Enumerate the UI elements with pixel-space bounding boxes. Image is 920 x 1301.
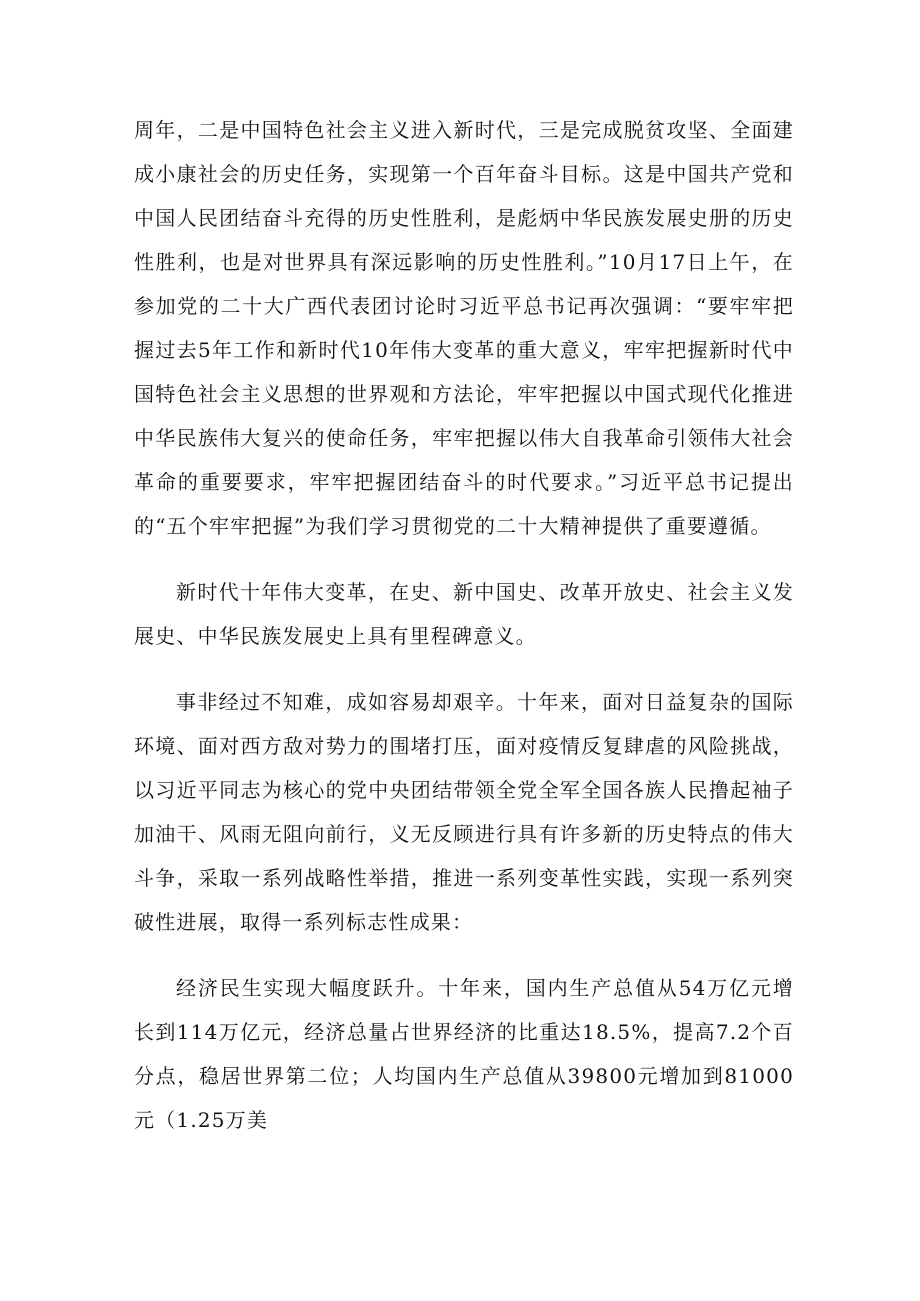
paragraph-achievements-intro: 事非经过不知难，成如容易却艰辛。十年来，面对日益复杂的国际环境、面对西方敌对势力的围堵打压，面对疫情反复肆虐的风险挑战，以习近平同志为核心的党中央团结带领全党全军全国各族人民撸起袖子加油干、风雨无阻向前行，义无反顾进行具有许多新的历史特点的伟大斗争，采取一系列战略性举措，推进一系列变革性实践，实现一系列突破性进展，取得一系列标志性成果：	[134, 690, 794, 934]
paragraph-continuation: 周年，二是中国特色社会主义进入新时代，三是完成脱贫攻坚、全面建成小康社会的历史任务，实现第一个百年奋斗目标。这是中国共产党和中国人民团结奋斗充得的历史性胜利，是彪炳中华民族发展史册的历史性胜利，也是对世界具有深远影响的历史性胜利。”10月17日上午，在参加党的二十大广西代表团讨论时习近平总书记再次强调：“要牢牢把握过去5年工作和新时代10年伟大变革的重大意义，牢牢把握新时代中国特色社会主义思想的世界观和方法论，牢牢把握以中国式现代化推进中华民族伟大复兴的使命任务，牢牢把握以伟大自我革命引领伟大社会革命的重要要求，牢牢把握团结奋斗的时代要求。”习近平总书记提出的“五个牢牢把握”为我们学习贯彻党的二十大精神提供了重要遵循。	[134, 118, 794, 538]
document-page	[134, 108, 794, 1142]
paragraph-economy: 经济民生实现大幅度跃升。十年来，国内生产总值从54万亿元增长到114万亿元，经济总量占世界经济的比重达18.5%，提高7.2个百分点，稳居世界第二位；人均国内生产总值从39800元增加到81000元（1.25万美	[134, 976, 794, 1132]
paragraph-decade-significance: 新时代十年伟大变革，在史、新中国史、改革开放史、社会主义发展史、中华民族发展史上具有里程碑意义。	[134, 580, 794, 648]
